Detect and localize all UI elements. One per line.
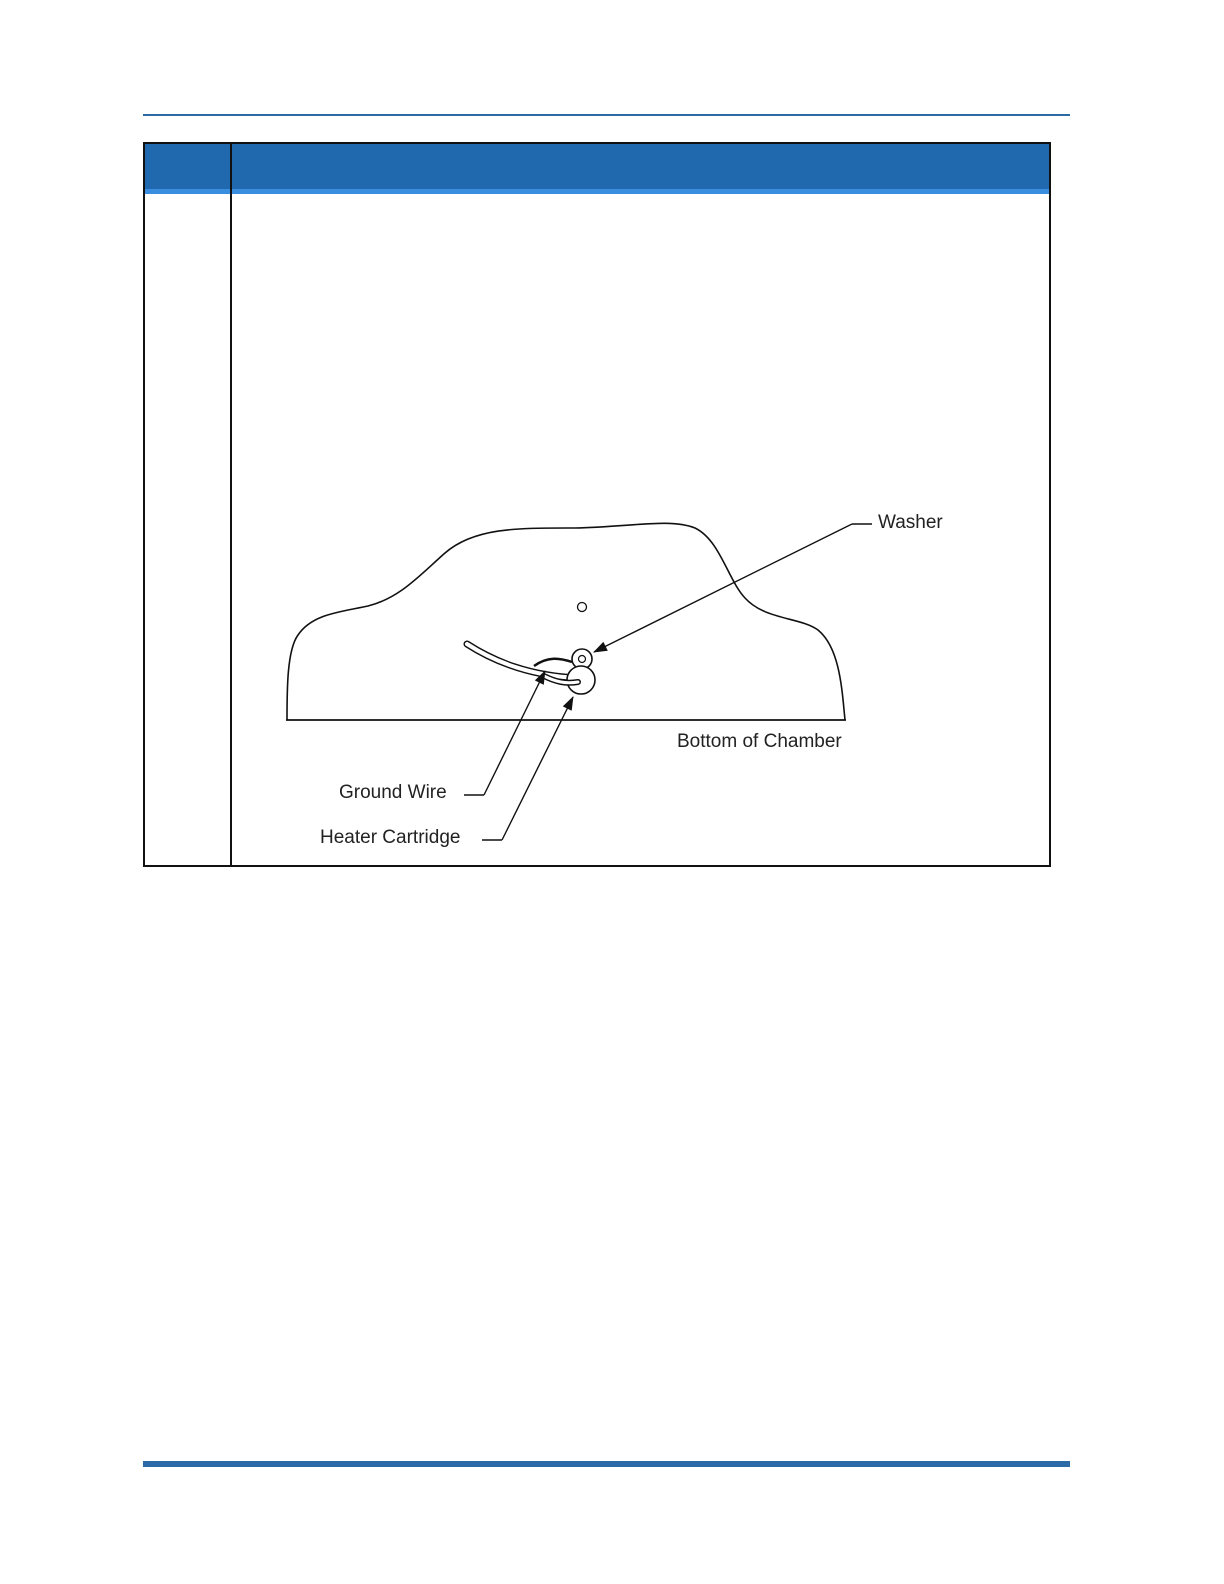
ground-wire-label: Ground Wire: [339, 782, 447, 803]
footer-rule: [143, 1461, 1070, 1467]
column-divider: [230, 144, 232, 865]
action-column-header: [240, 144, 1030, 189]
table-header: [145, 144, 1049, 194]
header-highlight-band: [145, 189, 1049, 194]
washer-label: Washer: [878, 512, 943, 533]
procedure-table: [143, 142, 1051, 867]
header-rule: [143, 114, 1070, 116]
step-column-header: [145, 144, 230, 189]
bottom-of-chamber-label: Bottom of Chamber: [677, 731, 842, 752]
heater-cartridge-label: Heater Cartridge: [320, 827, 461, 848]
